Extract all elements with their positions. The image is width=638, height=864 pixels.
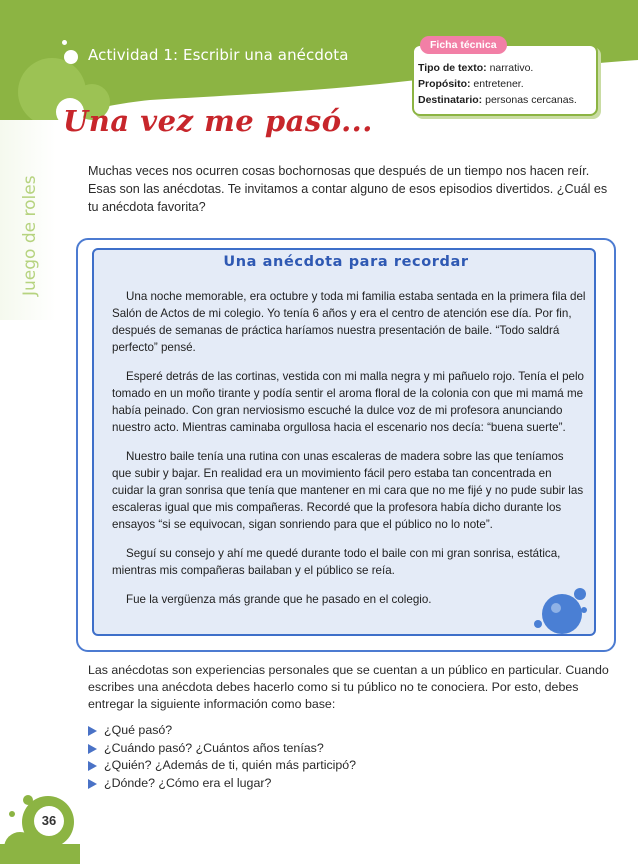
ficha-tipo [418, 62, 533, 74]
explanation-paragraph: Las anécdotas son experiencias personales que se cuentan a un público en particular. Cuando escribes una anécdota debes hacerlo como si tu público no te conociera. Por esto, debes entregar la siguiente información como base: [88, 663, 609, 711]
question-text: ¿Quién? ¿Además de ti, quién más participó? [104, 758, 357, 772]
question-list [88, 722, 356, 792]
intro-paragraph: Muchas veces nos ocurren cosas bochornosas que después de un tiempo nos hacen reír. Esas son las anécdotas. Te invitamos a contar alguno de esos episodios divertidos. ¿Cuál es tu anécdota favorita? [88, 164, 608, 214]
page-number: 36 [34, 806, 64, 836]
bubble-decoration-icon [522, 578, 590, 638]
arrow-right-icon [88, 744, 97, 754]
arrow-right-icon [88, 779, 97, 789]
ficha-proposito-value: entretener. [473, 78, 524, 90]
arrow-right-icon [88, 726, 97, 736]
story-heading: Una anécdota para recordar [223, 254, 469, 270]
story-panel [76, 228, 616, 652]
ficha-destinatario-value: personas cercanas. [485, 94, 577, 106]
story-paragraph: Fue la vergüenza más grande que he pasado en el colegio. [126, 593, 432, 606]
ficha-destinatario [418, 94, 577, 106]
page-title: Una vez me pasó... [63, 104, 373, 138]
list-item [88, 775, 356, 793]
story-body [112, 288, 586, 620]
side-tab-label: Juego de roles [20, 175, 40, 296]
story-paragraph: Esperé detrás de las cortinas, vestida con mi malla negra y mi pañuelo rojo. Tenía el pelo tomado en un moño tirante y podía sentir el aroma floral de la colonia con que mi mamá me había peinado. Con gran nerviosismo escuché la dulce voz de mi profesora anunciando nuestro acto. Mientras caminaba orgullosa hacia el escenario nos decía: “buena suerte”. [112, 370, 584, 434]
ficha-proposito-label: Propósito: [418, 78, 471, 90]
question-text: ¿Cuándo pasó? ¿Cuántos años tenías? [104, 740, 324, 755]
question-text: ¿Qué pasó? [104, 723, 173, 737]
ficha-tipo-label: Tipo de texto: [418, 62, 487, 74]
bullet-dot-icon [62, 40, 67, 45]
list-item [88, 757, 356, 775]
story-paragraph: Seguí su consejo y ahí me quedé durante todo el baile con mi gran sonrisa, estática, mientras mis compañeras bailaban y el público se reía. [112, 547, 561, 577]
ficha-proposito [418, 78, 524, 90]
list-item [88, 722, 356, 740]
story-paragraph: Una noche memorable, era octubre y toda mi familia estaba sentada en la primera fila del Salón de Actos de mi colegio. Yo tenía 6 años y era el centro de atención ese día. Por fin, después de semanas de práctica haríamos nuestra presentación de baile. “Todo saldrá perfecto” pensé. [112, 290, 586, 354]
question-text: ¿Dónde? ¿Cómo era el lugar? [104, 775, 272, 790]
activity-title: Actividad 1: Escribir una anécdota [88, 46, 349, 64]
story-paragraph: Nuestro baile tenía una rutina con unas escaleras de madera sobre las que teníamos que subir y bajar. En realidad era un movimiento fácil pero estaba tan concentrada en cuidar la gran sonrisa que tenía que mantener en mi cara que no me fijé y no pude subir las escaleras igual que mis compañeras. Recordé que la profesora había dicho durante los ensayos “si se equivocan, sigan sonriendo para que el público no lo note”. [112, 450, 584, 531]
bullet-dot-icon [64, 50, 78, 64]
ficha-tipo-value: narrativo. [489, 62, 534, 74]
ficha-tecnica-tab: Ficha técnica [420, 36, 507, 54]
list-item [88, 740, 356, 758]
ficha-destinatario-label: Destinatario: [418, 94, 483, 106]
arrow-right-icon [88, 761, 97, 771]
